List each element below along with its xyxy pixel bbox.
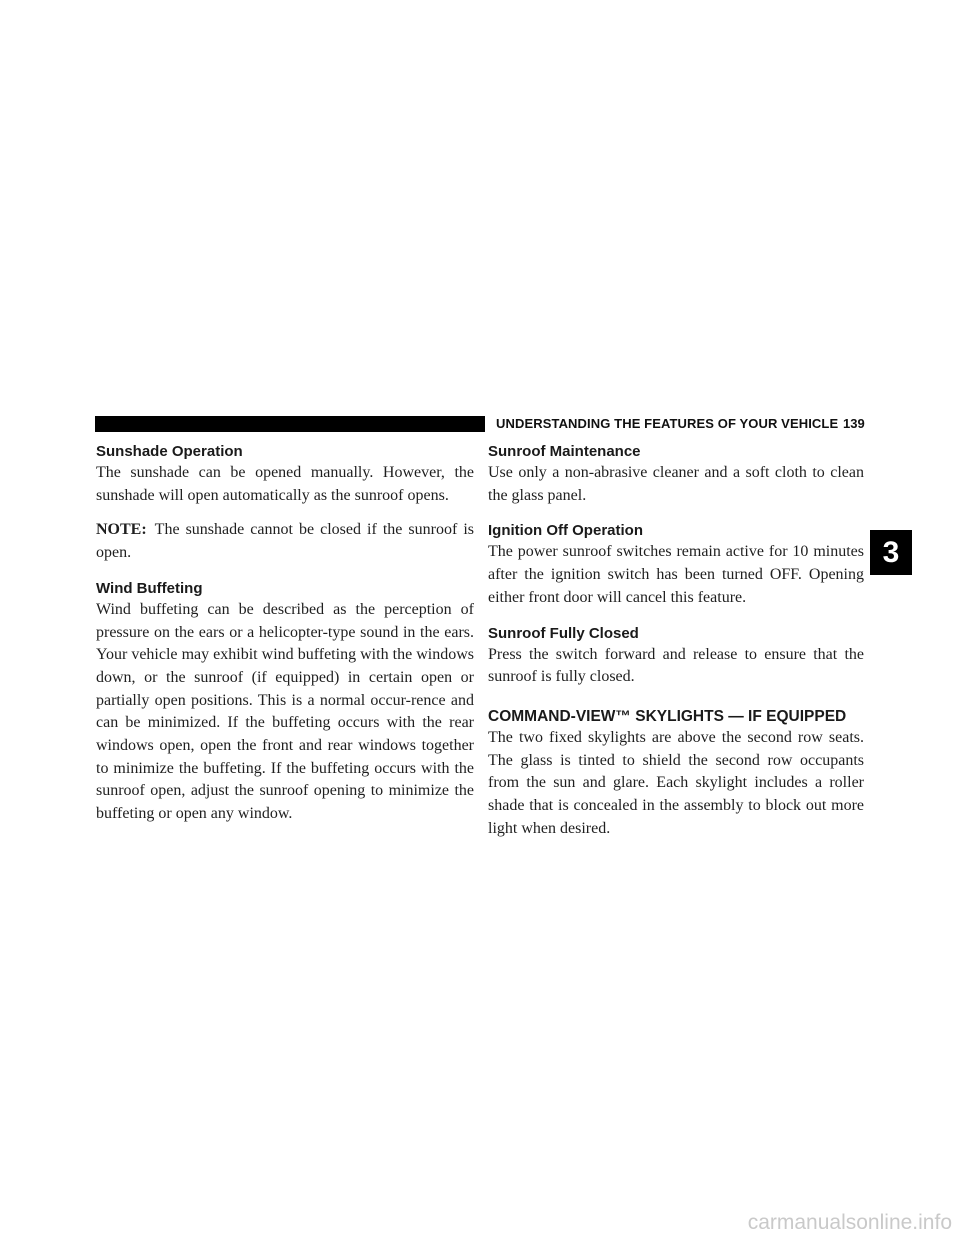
spacer xyxy=(96,507,474,519)
note-text: The sunshade cannot be closed if the sunroof is open. xyxy=(96,521,474,562)
paragraph-sunshade-operation: The sunshade can be opened manually. However, the sunshade will open automatically as the sunroof opens. xyxy=(96,464,474,504)
note-paragraph xyxy=(96,519,474,564)
heading-command-view-skylights: COMMAND-VIEW™ SKYLIGHTS — IF EQUIPPED xyxy=(488,707,847,725)
page-number: 139 xyxy=(843,416,865,431)
note-label: NOTE: xyxy=(96,521,147,539)
chapter-tab: 3 xyxy=(870,530,912,575)
spacer xyxy=(96,565,474,579)
running-header-title: UNDERSTANDING THE FEATURES OF YOUR VEHICLE xyxy=(496,416,839,431)
heading-sunshade-operation: Sunshade Operation xyxy=(96,443,243,460)
spacer xyxy=(488,610,864,624)
paragraph-ignition-off-operation: The power sunroof switches remain active for 10 minutes after the ignition switch has been turned OFF. Opening either front door will cancel this feature. xyxy=(488,543,864,606)
paragraph-command-view-skylights: The two fixed skylights are above the second row seats. The glass is tinted to shield the second row occupants from the sun and glare. Each skylight includes a roller shade that is concealed in the assembly to block out more light when desired. xyxy=(488,728,864,837)
heading-sunroof-maintenance: Sunroof Maintenance xyxy=(488,443,641,460)
right-column xyxy=(488,442,864,840)
paragraph-sunroof-fully-closed: Press the switch forward and release to ensure that the sunroof is fully closed. xyxy=(488,645,864,686)
paragraph-wind-buffeting: Wind buffeting can be described as the perception of pressure on the ears or a helicopter-type sound in the ears. Your vehicle may exhibit wind buffeting with the windows down, or the sunroof (if equipped) in certain open or partially open positions. This is a normal occur-rence and can be minimized. If the buffeting occurs with the rear windows open, open the front and rear windows together to minimize the buffeting. If the buffeting occurs with the sunroof open, adjust the sunroof opening to minimize the buffeting or open any window. xyxy=(96,600,474,823)
spacer xyxy=(488,689,864,707)
spacer xyxy=(488,507,864,521)
watermark-logo: carmanualsonline.info xyxy=(747,1211,952,1234)
heading-sunroof-fully-closed: Sunroof Fully Closed xyxy=(488,624,639,642)
paragraph-sunroof-maintenance: Use only a non-abrasive cleaner and a soft cloth to clean the glass panel. xyxy=(488,464,864,504)
heading-wind-buffeting: Wind Buffeting xyxy=(96,579,203,597)
left-column xyxy=(96,442,474,826)
heading-ignition-off-operation: Ignition Off Operation xyxy=(488,522,643,540)
header-rule-bar xyxy=(95,416,485,432)
